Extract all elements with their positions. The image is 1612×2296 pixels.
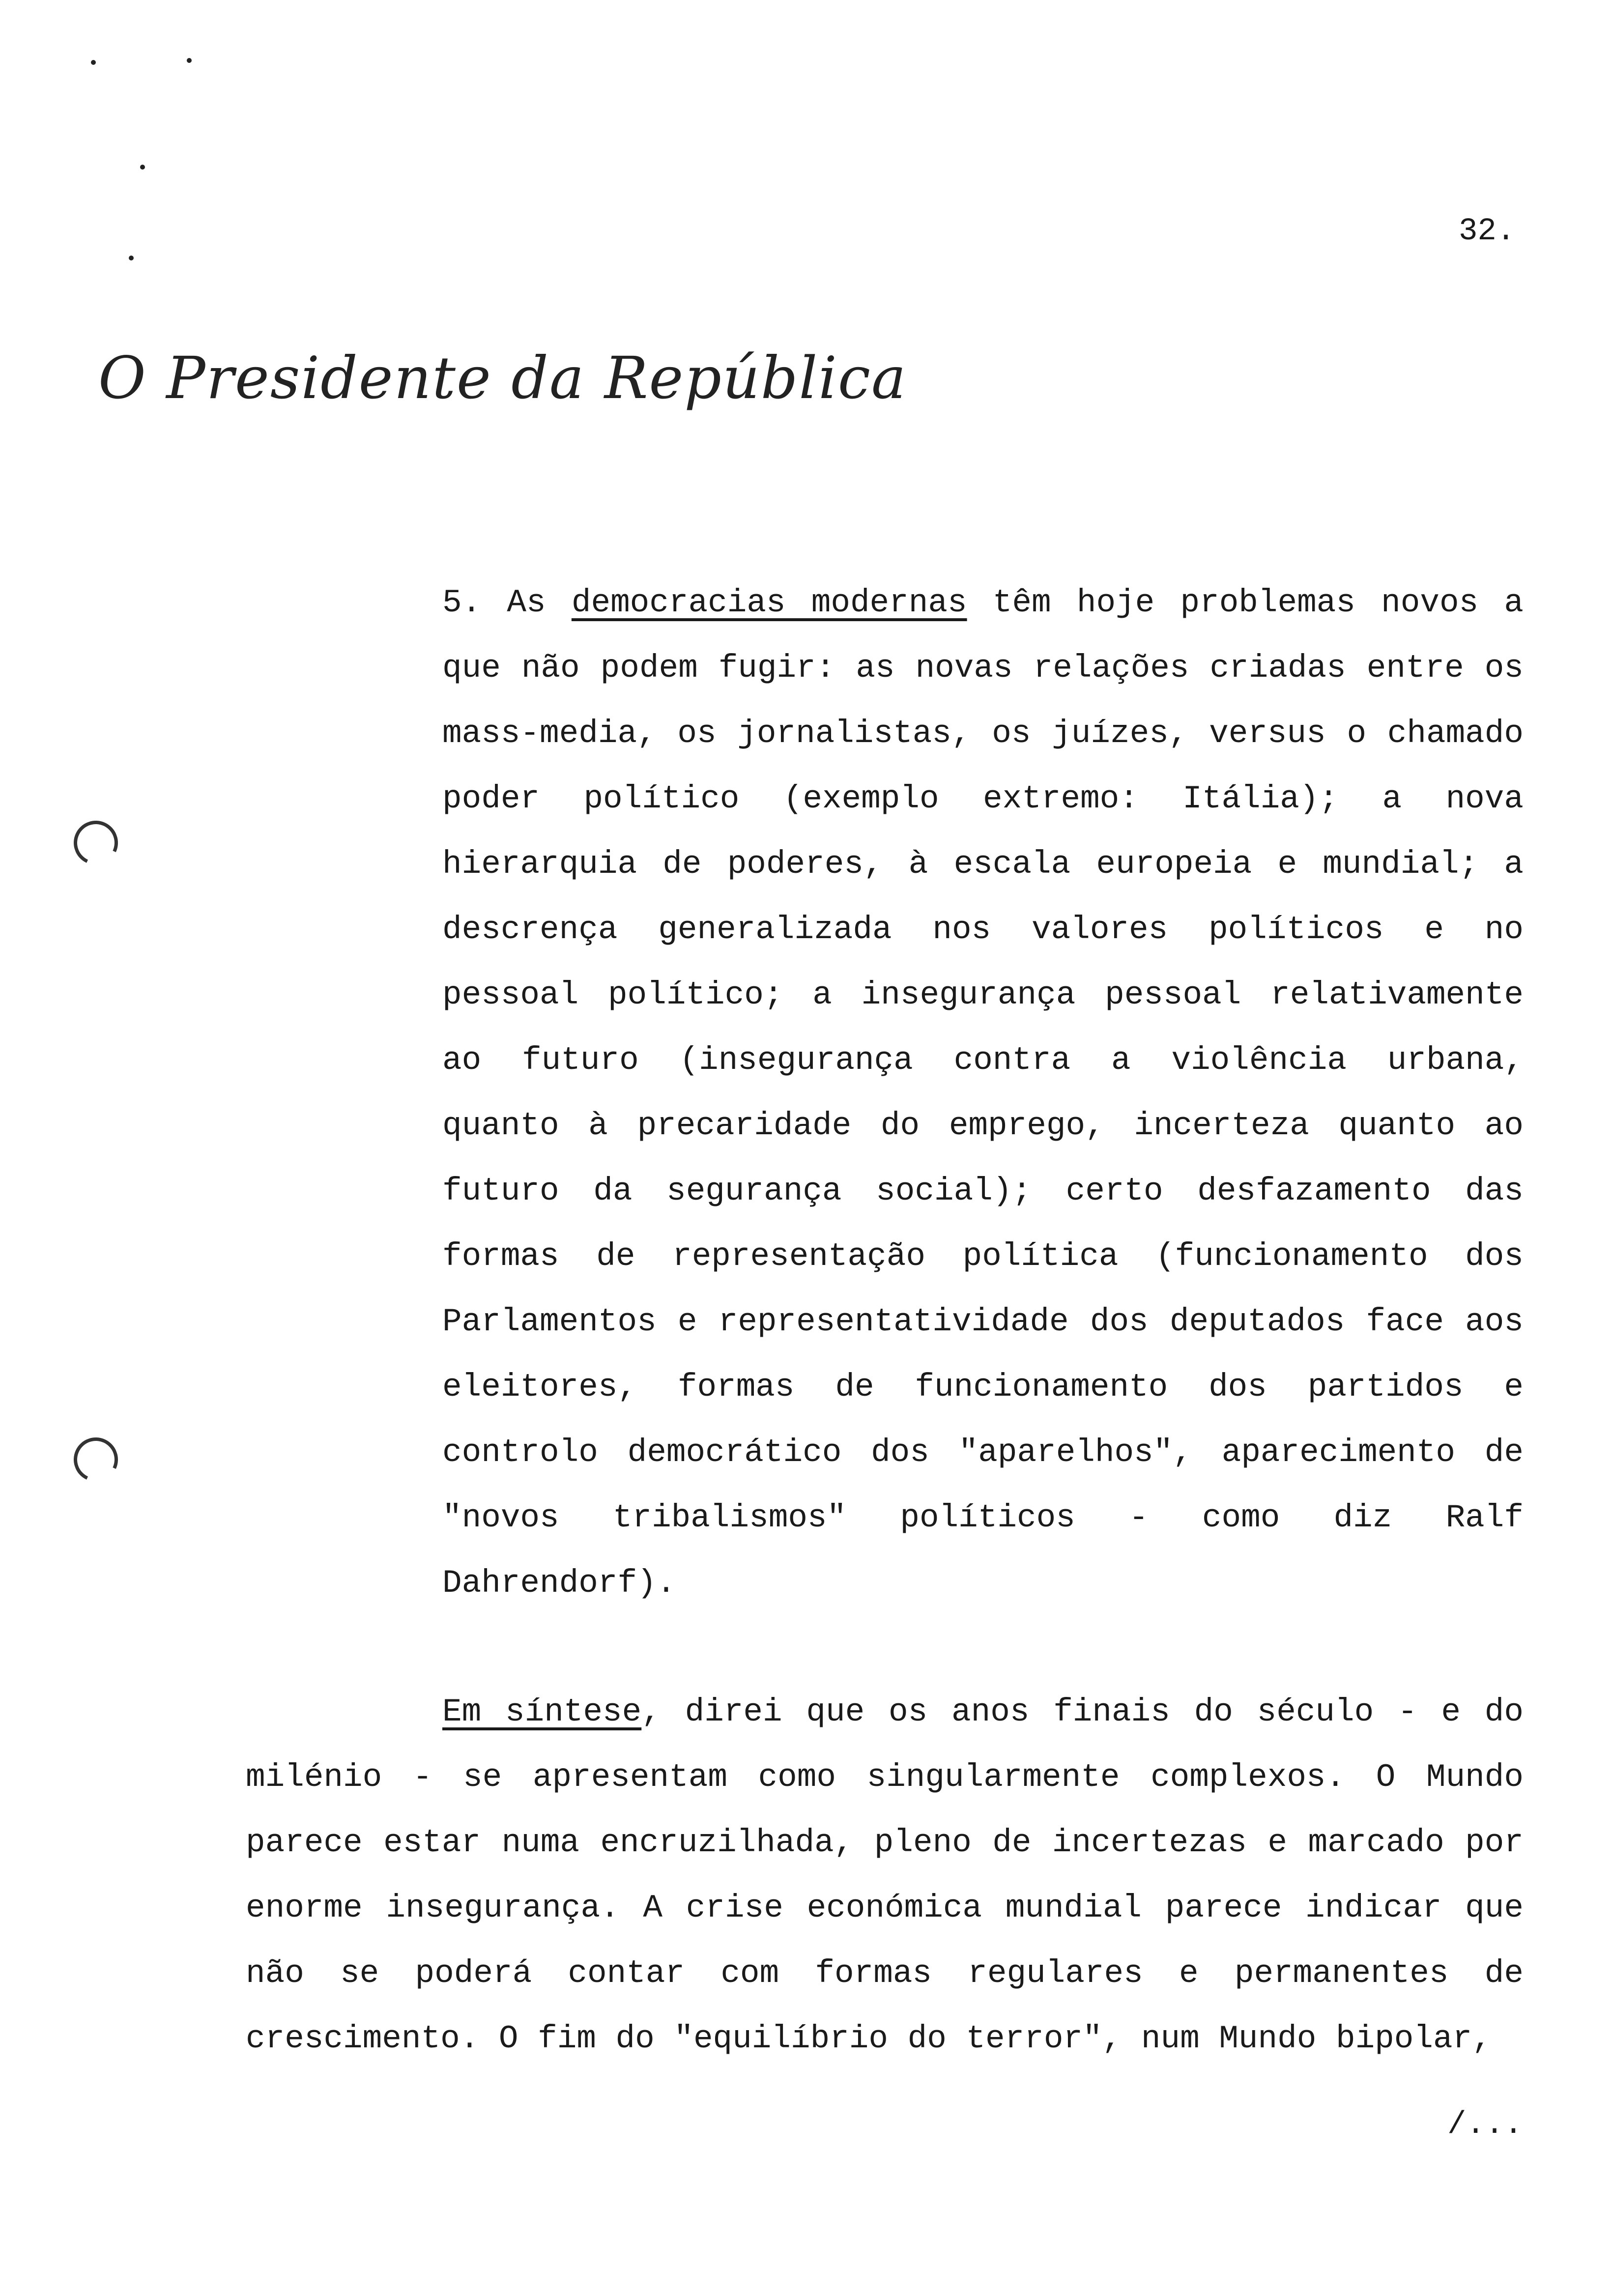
paragraph-5-number: 5. As: [442, 584, 572, 621]
scan-speck: [129, 256, 134, 260]
scan-speck: [91, 60, 96, 65]
punch-hole: [67, 1431, 124, 1488]
paragraph-5: [442, 570, 1543, 1616]
underlined-phrase: democracias modernas: [571, 584, 967, 621]
summary-paragraph: [246, 1679, 1524, 2071]
letterhead: O Presidente da República: [98, 344, 907, 412]
paragraph-5-body: têm hoje problemas novos a que não podem fugir: as novas relações criadas entre os mass-media, os jornalistas, os juízes, versus o chamado poder político (exemplo extremo: Itália); a nova hierarquia de poderes, à escala europeia e mundial; a descrença generalizada nos valores políticos e no pessoal político; a insegurança pessoal relativamente ao futuro (insegurança contra a violência urbana, quanto à precaridade do emprego, incerteza quanto ao futuro da segurança social); certo desfazamento das formas de representação política (funcionamento dos Parlamentos e representatividade dos deputados face aos eleitores, formas de funcionamento dos partidos e controlo democrático dos "aparelhos", aparecimento de "novos tribalismos" políticos - como diz Ralf Dahrendorf).: [442, 584, 1543, 1602]
page-number: 32.: [1459, 214, 1516, 249]
punch-hole: [67, 814, 124, 871]
scan-speck: [140, 165, 145, 170]
underlined-phrase: Em síntese: [442, 1693, 642, 1730]
scan-speck: [187, 58, 192, 63]
summary-paragraph-body: , direi que os anos finais do século - e do milénio - se apresentam como singularmente complexos. O Mundo parece estar numa encruzilhada, pleno de incertezas e marcado por enorme insegurança. A crise económica mundial parece indicar que não se poderá contar com formas regulares e permanentes de crescimento. O fim do "equilíbrio do terror", num Mundo bipolar,: [246, 1693, 1524, 2057]
continuation-marker: /...: [1447, 2107, 1523, 2143]
